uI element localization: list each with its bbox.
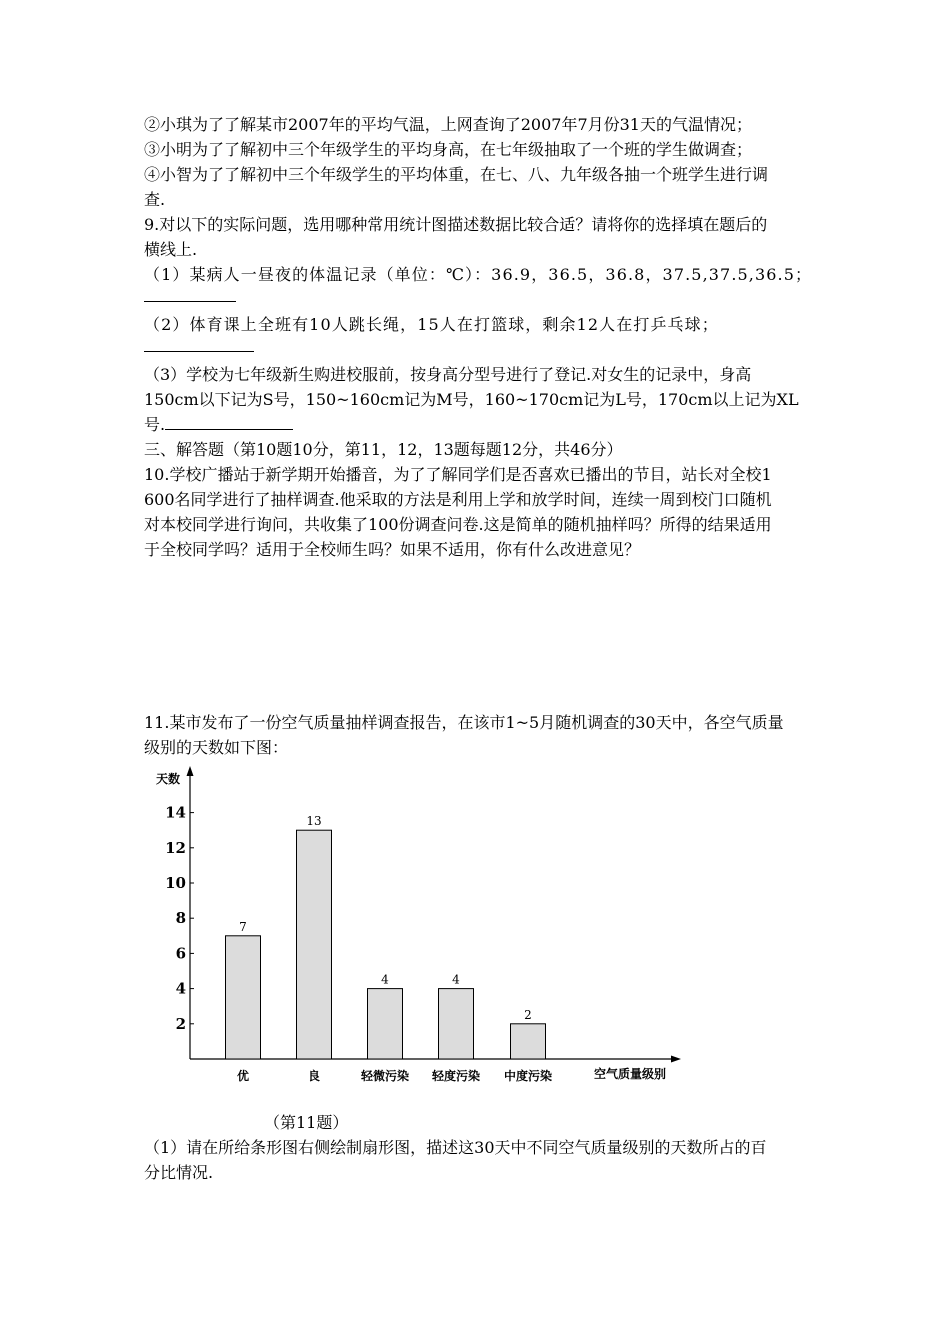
question-9-part-2: （2）体育课上全班有10人跳长绳，15人在打篮球，剩余12人在打乒乓球；	[144, 315, 719, 334]
question-9-text: 9.对以下的实际问题，选用哪种常用统计图描述数据比较合适？请将你的选择填在题后的	[144, 215, 768, 234]
question-9-text-cont: 横线上.	[144, 240, 198, 259]
bar	[511, 1024, 546, 1059]
question-11-line-1: 11.某市发布了一份空气质量抽样调查报告，在该市1~5月随机调查的30天中，各空气质量	[144, 713, 784, 732]
y-tick-label: 4	[175, 979, 186, 998]
y-tick-label: 8	[175, 909, 186, 928]
y-axis-label: 天数	[156, 772, 181, 786]
worksheet-page	[144, 112, 813, 1185]
category-label: 轻度污染	[431, 1069, 481, 1083]
question-11-line-2: 级别的天数如下图：	[144, 738, 289, 757]
answer-blank-9-1[interactable]	[144, 287, 236, 302]
section-3-heading: 三、解答题（第10题10分，第11，12，13题每题12分，共46分）	[144, 440, 623, 459]
category-label: 轻微污染	[360, 1069, 410, 1083]
air-quality-bar-chart	[144, 766, 704, 1111]
data-label: 13	[306, 814, 322, 829]
category-label: 优	[236, 1069, 250, 1083]
bar	[368, 989, 403, 1059]
question-9-part-3-cont: 150cm以下记为S号，150~160cm记为M号，160~170cm记为L号，170cm以上记为XL	[144, 390, 799, 409]
bar	[297, 830, 332, 1059]
data-label: 4	[452, 972, 460, 987]
category-label: 良	[307, 1069, 321, 1083]
y-tick-label: 10	[165, 874, 186, 892]
data-label: 7	[239, 919, 247, 934]
y-tick-label: 14	[165, 803, 186, 822]
question-8-item-2: ②小琪为了了解某市2007年的平均气温，上网查询了2007年7月份31天的气温情况；	[144, 115, 752, 134]
y-axis-arrow	[187, 766, 194, 776]
bar	[226, 936, 261, 1059]
y-tick-label: 2	[175, 1014, 186, 1033]
question-11-part-1-cont: 分比情况.	[144, 1163, 214, 1182]
answer-blank-row	[144, 287, 808, 312]
question-8-item-3: ③小明为了了解初中三个年级学生的平均身高，在七年级抽取了一个班的学生做调查；	[144, 140, 753, 159]
question-10-line-2: 600名同学进行了抽样调查.他采取的方法是利用上学和放学时间，连续一周到校门口随机	[144, 490, 772, 509]
answer-blank-9-2[interactable]	[144, 337, 254, 352]
bar	[439, 989, 474, 1059]
question-8-item-4-cont: 查.	[144, 190, 166, 209]
question-8-item-4: ④小智为了了解初中三个年级学生的平均体重，在七、八、九年级各抽一个班学生进行调	[144, 165, 769, 184]
category-label: 中度污染	[503, 1069, 553, 1083]
bar-chart-svg	[144, 766, 704, 1111]
answer-space	[144, 562, 808, 710]
data-label: 2	[524, 1007, 532, 1022]
question-9-part-3: （3）学校为七年级新生购进校服前，按身高分型号进行了登记.对女生的记录中，身高	[144, 365, 752, 384]
answer-blank-9-3[interactable]	[165, 415, 293, 430]
question-10-line-4: 于全校同学吗？适用于全校师生吗？如果不适用，你有什么改进意见？	[144, 540, 641, 559]
data-label: 4	[381, 972, 389, 987]
question-10-line-1: 10.学校广播站于新学期开始播音，为了了解同学们是否喜欢已播出的节目，站长对全校1	[144, 465, 772, 484]
question-9-part-3-end	[144, 412, 808, 437]
x-axis-arrow	[671, 1056, 681, 1063]
question-11-part-1: （1）请在所给条形图右侧绘制扇形图，描述这30天中不同空气质量级别的天数所占的百	[144, 1138, 767, 1157]
x-axis-label: 空气质量级别	[593, 1067, 667, 1081]
y-tick-label: 6	[175, 944, 186, 963]
question-9-part-1: （1）某病人一昼夜的体温记录（单位：℃）：36.9，36.5，36.8，37.5,37.5,36.5；	[144, 265, 813, 284]
question-9-part-3-tail: 号.	[144, 415, 166, 434]
question-10-line-3: 对本校同学进行询问，共收集了100份调查问卷.这是简单的随机抽样吗？所得的结果适用	[144, 515, 772, 534]
y-tick-label: 12	[165, 838, 186, 857]
figure-caption: （第11题）	[264, 1113, 349, 1132]
answer-blank-row	[144, 337, 808, 362]
